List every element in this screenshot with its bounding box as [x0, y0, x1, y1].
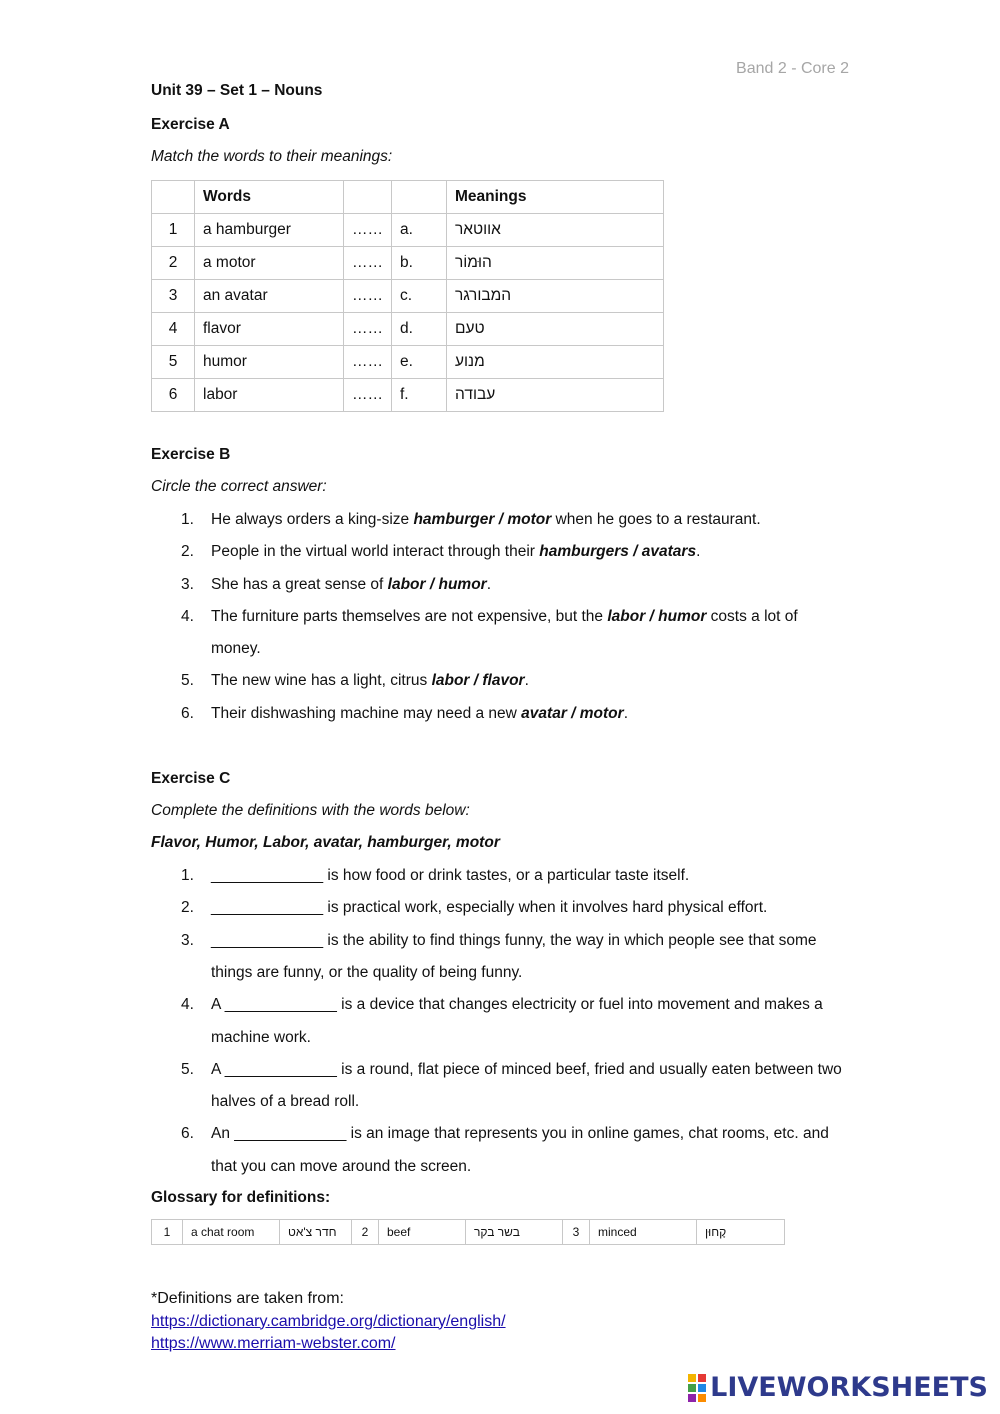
- item-text: when he goes to a restaurant.: [551, 511, 761, 528]
- gloss-translation: [280, 1220, 352, 1245]
- definition-text: A _____________ is a round, flat piece of minced beef, fried and usually eaten between two halves of a bread roll.: [211, 1060, 842, 1111]
- logo-square: [698, 1374, 706, 1382]
- item-number: 4.: [181, 607, 194, 625]
- merriam-webster-link[interactable]: https://www.merriam-webster.com/: [151, 1335, 396, 1352]
- item-text: costs a lot of money.: [211, 607, 798, 658]
- definition-text: _____________ is the ability to find things funny, the way in which people see that some things are funny, or the quality of being funny.: [211, 931, 817, 981]
- gloss-num: 3: [563, 1220, 590, 1245]
- row-word: flavor: [195, 313, 344, 346]
- item-text: .: [696, 543, 701, 561]
- exercise-b-list: [151, 504, 851, 730]
- answer-choice[interactable]: labor / flavor: [431, 672, 525, 690]
- matching-table-header: [152, 181, 664, 214]
- glossary-title: Glossary for definitions:: [151, 1189, 331, 1207]
- item-number: 5.: [181, 1060, 194, 1078]
- list-item[interactable]: [151, 925, 851, 990]
- row-number: 3: [152, 280, 195, 313]
- item-text: People in the virtual world interact through their: [211, 543, 540, 561]
- row-number: 1: [152, 214, 195, 247]
- exercise-b-instruction: Circle the correct answer:: [151, 478, 327, 495]
- list-item: [151, 665, 851, 697]
- item-number: 2.: [181, 899, 194, 917]
- row-number: 5: [152, 346, 195, 379]
- item-text: Their dishwashing machine may need a new: [211, 704, 522, 722]
- page-title: Unit 39 – Set 1 – Nouns: [151, 82, 323, 99]
- header-meanings: Meanings: [447, 181, 664, 214]
- item-text: He always orders a king-size: [211, 511, 414, 528]
- row-number: 2: [152, 247, 195, 280]
- gloss-hebrew: בשר בקר: [474, 1225, 520, 1240]
- answer-blank[interactable]: ……: [344, 379, 392, 412]
- logo-square: [698, 1394, 706, 1402]
- header-num-cell: [152, 181, 195, 214]
- logo-square: [688, 1384, 696, 1392]
- row-word: labor: [195, 379, 344, 412]
- exercise-a-title: Exercise A: [151, 116, 230, 133]
- row-letter: d.: [392, 313, 447, 346]
- liveworksheets-logo: [688, 1372, 988, 1403]
- logo-square: [688, 1374, 696, 1382]
- row-letter: e.: [392, 346, 447, 379]
- meaning-text: עבודה: [455, 386, 496, 403]
- table-row: [152, 346, 664, 379]
- answer-blank[interactable]: ……: [344, 247, 392, 280]
- gloss-hebrew: קָחוּן: [705, 1225, 727, 1240]
- item-number: 2.: [181, 543, 194, 561]
- glossary-table: [151, 1219, 785, 1245]
- sources-note: *Definitions are taken from:: [151, 1290, 344, 1307]
- definition-text: An _____________ is an image that represents you in online games, chat rooms, etc. and that you can move around the screen.: [211, 1125, 829, 1175]
- meaning-text: הוּמוֹר: [455, 254, 492, 271]
- gloss-num: 1: [152, 1220, 183, 1245]
- answer-blank[interactable]: ……: [344, 346, 392, 379]
- worksheet-content: [151, 82, 851, 1245]
- list-item: [151, 504, 851, 536]
- logo-squares-icon: [688, 1374, 706, 1402]
- item-number: 5.: [181, 672, 194, 690]
- answer-blank[interactable]: ……: [344, 214, 392, 247]
- sources-footer: [151, 1288, 506, 1356]
- item-number: 6.: [181, 704, 194, 722]
- row-number: 4: [152, 313, 195, 346]
- row-letter: b.: [392, 247, 447, 280]
- gloss-num: 2: [352, 1220, 379, 1245]
- meaning-text: מנוע: [455, 353, 485, 370]
- table-row: [152, 280, 664, 313]
- row-number: 6: [152, 379, 195, 412]
- row-meaning: [447, 280, 664, 313]
- header-letter-cell: [392, 181, 447, 214]
- table-row: [152, 379, 664, 412]
- gloss-term: a chat room: [183, 1220, 280, 1245]
- matching-table: [151, 180, 664, 412]
- list-item: [151, 601, 851, 666]
- row-letter: c.: [392, 280, 447, 313]
- exercise-c-list: [151, 860, 851, 1183]
- logo-square: [688, 1394, 696, 1402]
- gloss-translation: [697, 1220, 785, 1245]
- item-text: .: [524, 672, 529, 690]
- row-letter: a.: [392, 214, 447, 247]
- list-item[interactable]: [151, 892, 851, 924]
- item-number: 3.: [181, 575, 194, 593]
- item-text: She has a great sense of: [211, 575, 388, 593]
- row-letter: f.: [392, 379, 447, 412]
- row-meaning: [447, 346, 664, 379]
- item-number: 6.: [181, 1125, 194, 1143]
- row-meaning: [447, 247, 664, 280]
- table-row: [152, 313, 664, 346]
- row-meaning: [447, 214, 664, 247]
- answer-choice[interactable]: labor / humor: [387, 575, 487, 593]
- list-item[interactable]: [151, 860, 851, 892]
- definition-text: A _____________ is a device that changes electricity or fuel into movement and makes a machine work.: [211, 996, 823, 1046]
- exercise-b-title: Exercise B: [151, 446, 231, 463]
- answer-choice[interactable]: hamburger / motor: [413, 511, 552, 528]
- exercise-c-instruction: Complete the definitions with the words below:: [151, 802, 470, 820]
- header-words: Words: [195, 181, 344, 214]
- answer-blank[interactable]: ……: [344, 280, 392, 313]
- meaning-text: אווטאר: [455, 221, 501, 238]
- item-text: The new wine has a light, citrus: [211, 672, 432, 690]
- row-meaning: [447, 313, 664, 346]
- row-word: a hamburger: [195, 214, 344, 247]
- list-item: [151, 569, 851, 601]
- word-bank: Flavor, Humor, Labor, avatar, hamburger, motor: [151, 834, 500, 852]
- item-text: The furniture parts themselves are not expensive, but the: [211, 607, 608, 625]
- list-item: [151, 536, 851, 568]
- list-item[interactable]: [151, 1118, 851, 1183]
- logo-text: LIVEWORKSHEETS: [710, 1372, 988, 1403]
- table-row: [152, 247, 664, 280]
- exercise-a-instruction: Match the words to their meanings:: [151, 148, 393, 165]
- answer-choice[interactable]: hamburgers / avatars: [539, 543, 697, 561]
- row-word: humor: [195, 346, 344, 379]
- meaning-text: טעם: [455, 320, 485, 337]
- list-item[interactable]: [151, 1054, 851, 1119]
- item-number: 1.: [181, 511, 194, 528]
- meaning-text: המבורגר: [455, 287, 512, 304]
- list-item[interactable]: [151, 989, 851, 1054]
- definition-text: _____________ is how food or drink tastes, or a particular taste itself.: [211, 867, 690, 885]
- table-row: [152, 214, 664, 247]
- gloss-term: minced: [590, 1220, 697, 1245]
- item-number: 1.: [181, 867, 194, 885]
- cambridge-link[interactable]: https://dictionary.cambridge.org/dictionary/english/: [151, 1312, 506, 1330]
- gloss-translation: [466, 1220, 563, 1245]
- exercise-c-title: Exercise C: [151, 770, 231, 788]
- answer-choice[interactable]: avatar / motor: [521, 704, 624, 722]
- item-text: .: [623, 704, 628, 722]
- band-label: Band 2 - Core 2: [736, 60, 849, 77]
- gloss-hebrew: חדר צ'אט: [288, 1225, 337, 1240]
- row-word: an avatar: [195, 280, 344, 313]
- row-meaning: [447, 379, 664, 412]
- answer-choice[interactable]: labor / humor: [607, 607, 707, 625]
- list-item: [151, 698, 851, 730]
- definition-text: _____________ is practical work, especially when it involves hard physical effort.: [211, 899, 768, 917]
- row-word: a motor: [195, 247, 344, 280]
- item-text: .: [486, 575, 492, 593]
- gloss-term: beef: [379, 1220, 466, 1245]
- answer-blank[interactable]: ……: [344, 313, 392, 346]
- table-row: [152, 1220, 785, 1245]
- header-dots-cell: [344, 181, 392, 214]
- logo-square: [698, 1384, 706, 1392]
- item-number: 4.: [181, 996, 194, 1014]
- item-number: 3.: [181, 931, 194, 949]
